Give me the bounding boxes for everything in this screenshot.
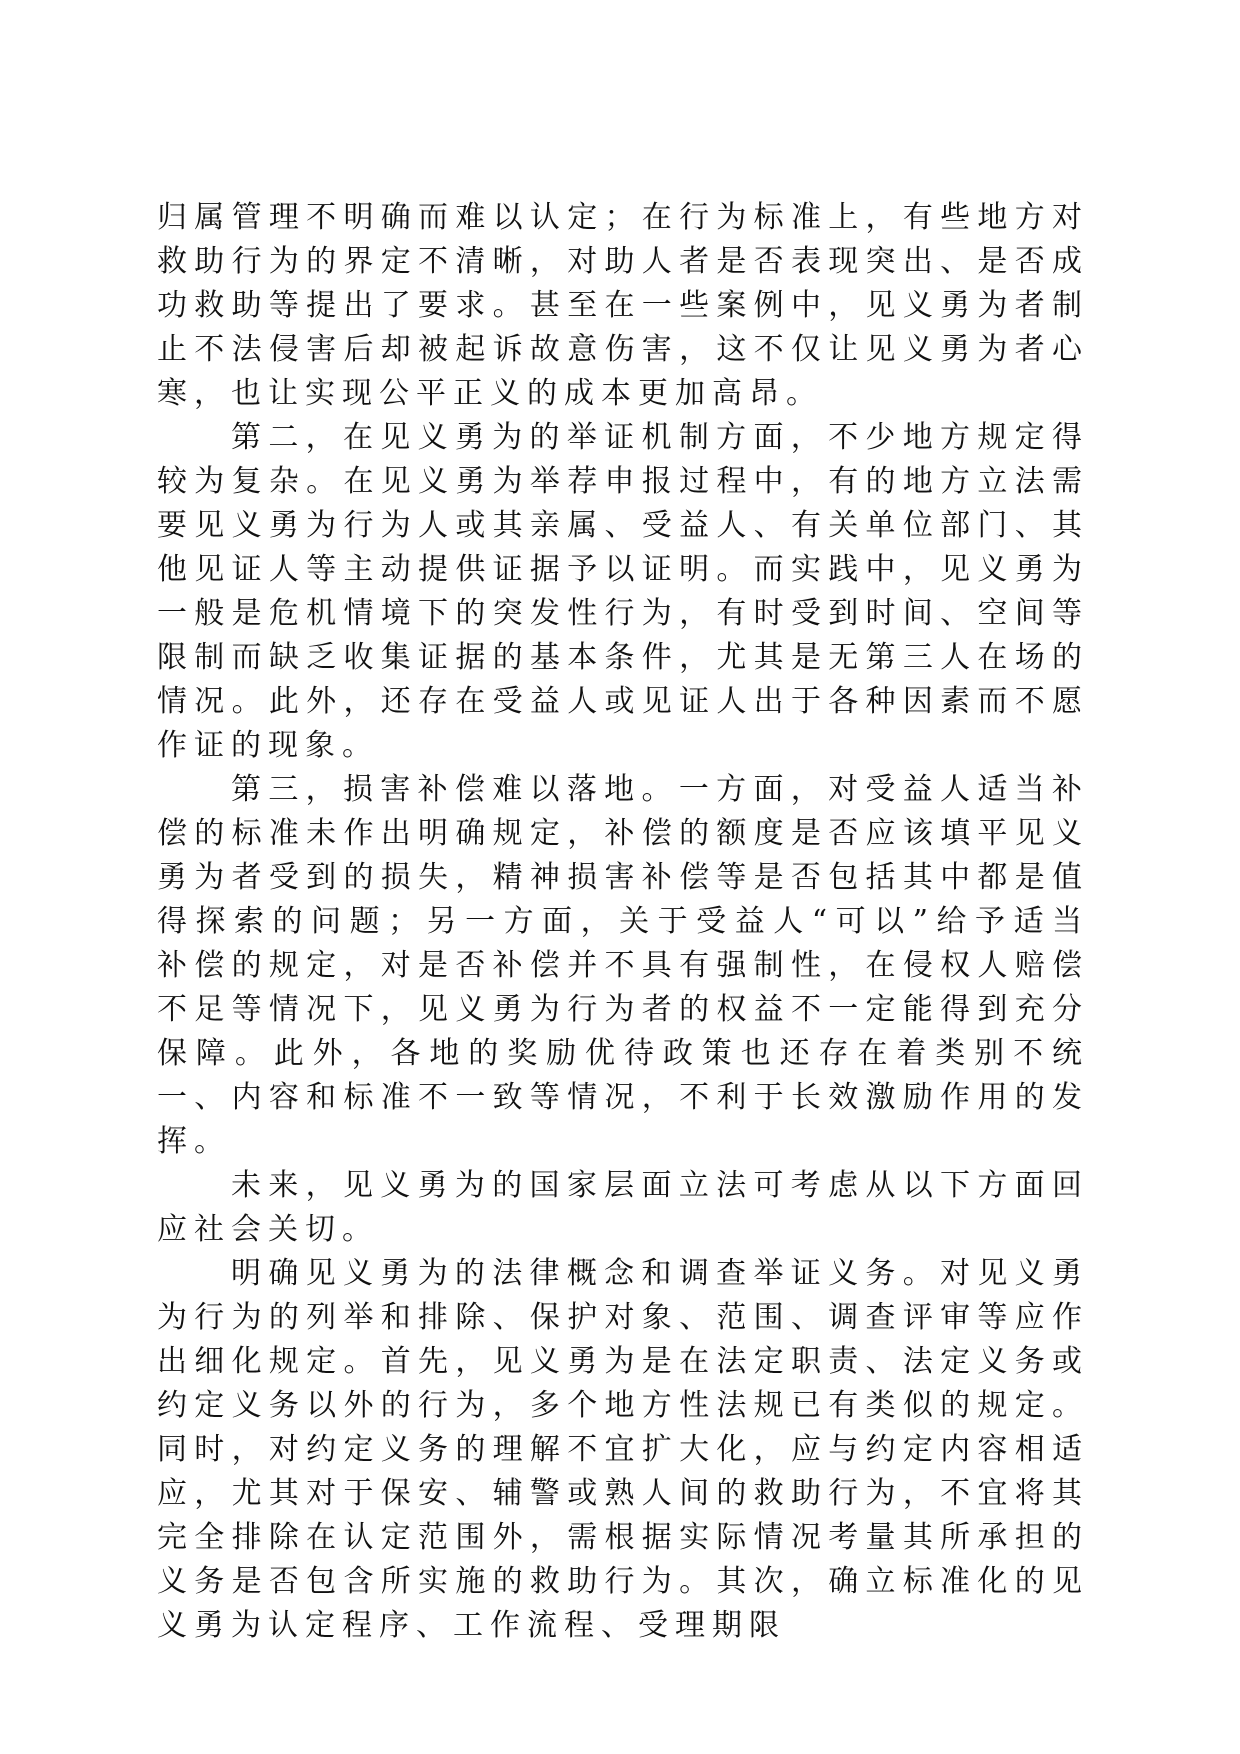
document-body <box>157 196 1089 1648</box>
paragraph-legal-concept: 明确见义勇为的法律概念和调查举证义务。对见义勇为行为的列举和排除、保护对象、范围、调查评审等应作出细化规定。首先，见义勇为是在法定职责、法定义务或约定义务以外的行为，多个地方性法规已有类似的规定。同时，对约定义务的理解不宜扩大化，应与约定内容相适应，尤其对于保安、辅警或熟人间的救助行为，不宜将其完全排除在认定范围外，需根据实际情况考量其所承担的义务是否包含所实施的救助行为。其次，确立标准化的见义勇为认定程序、工作流程、受理期限 <box>157 1256 1089 1643</box>
paragraph-second-point: 第二，在见义勇为的举证机制方面，不少地方规定得较为复杂。在见义勇为举荐申报过程中，有的地方立法需要见义勇为行为人或其亲属、受益人、有关单位部门、其他见证人等主动提供证据予以证明。而实践中，见义勇为一般是危机情境下的突发性行为，有时受到时间、空间等限制而缺乏收集证据的基本条件，尤其是无第三人在场的情况。此外，还存在受益人或见证人出于各种因素而不愿作证的现象。 <box>157 420 1089 763</box>
paragraph-continuation: 归属管理不明确而难以认定；在行为标准上，有些地方对救助行为的界定不清晰，对助人者是否表现突出、是否成功救助等提出了要求。甚至在一些案例中，见义勇为者制止不法侵害后却被起诉故意伤害，这不仅让见义勇为者心寒，也让实现公平正义的成本更加高昂。 <box>157 200 1089 411</box>
paragraph-third-point: 第三，损害补偿难以落地。一方面，对受益人适当补偿的标准未作出明确规定，补偿的额度是否应该填平见义勇为者受到的损失，精神损害补偿等是否包括其中都是值得探索的问题；另一方面，关于受益人“可以”给予适当补偿的规定，对是否补偿并不具有强制性，在侵权人赔偿不足等情况下，见义勇为行为者的权益不一定能得到充分保障。此外，各地的奖励优待政策也还存在着类别不统一、内容和标准不一致等情况，不利于长效激励作用的发挥。 <box>157 772 1089 1159</box>
paragraph-future-outlook: 未来，见义勇为的国家层面立法可考虑从以下方面回应社会关切。 <box>157 1168 1089 1247</box>
